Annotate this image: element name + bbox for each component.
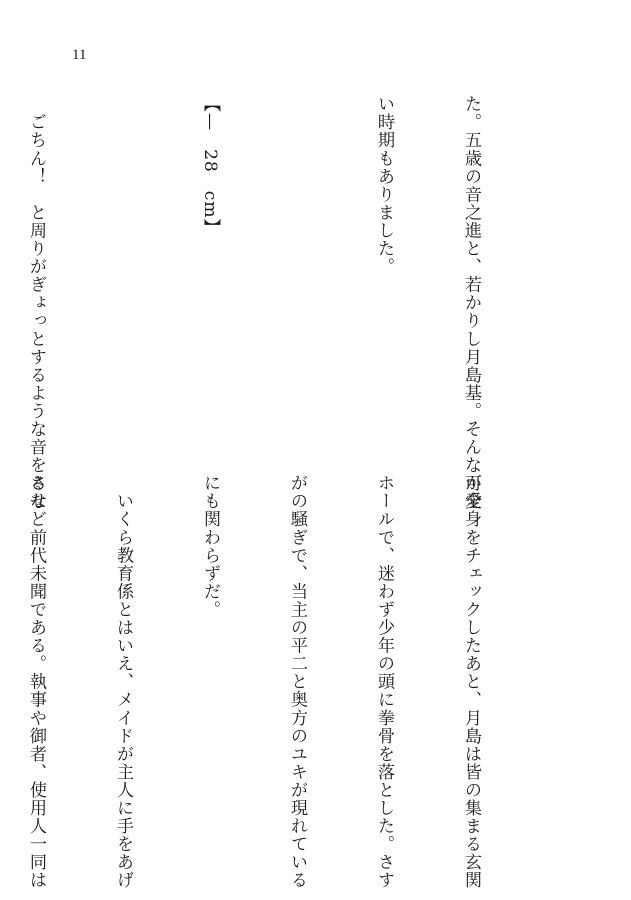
text-line: にも関わらずだ。 [200, 474, 220, 619]
text-line: がの騒ぎで、当主の平二と奥方のユキが現れている [287, 474, 307, 890]
blank-line [108, 95, 137, 467]
text-line: るなど前代未聞である。執事や御者、使用人一同は [26, 474, 46, 890]
text-line: た。五歳の音之進と、若かりし月島基。そんな可愛 [461, 95, 481, 511]
blank-line [282, 95, 311, 467]
text-block-bottom [0, 474, 543, 890]
text-line: ごちん！ と周りがぎょっとするような音をさせ [26, 95, 46, 511]
text-line: いくら教育係とはいえ、メイドが主人に手をあげ [113, 474, 133, 890]
page-number: 11 [72, 47, 87, 63]
section-heading: 【— 28 cm】 [200, 95, 220, 237]
text-line: ホールで、迷わず少年の頭に拳骨を落とした。さす [374, 474, 394, 890]
text-line: い時期もありました。 [374, 95, 394, 276]
text-line: か全身をチェックしたあと、月島は皆の集まる玄関 [461, 474, 481, 890]
text-block-top [0, 95, 543, 511]
